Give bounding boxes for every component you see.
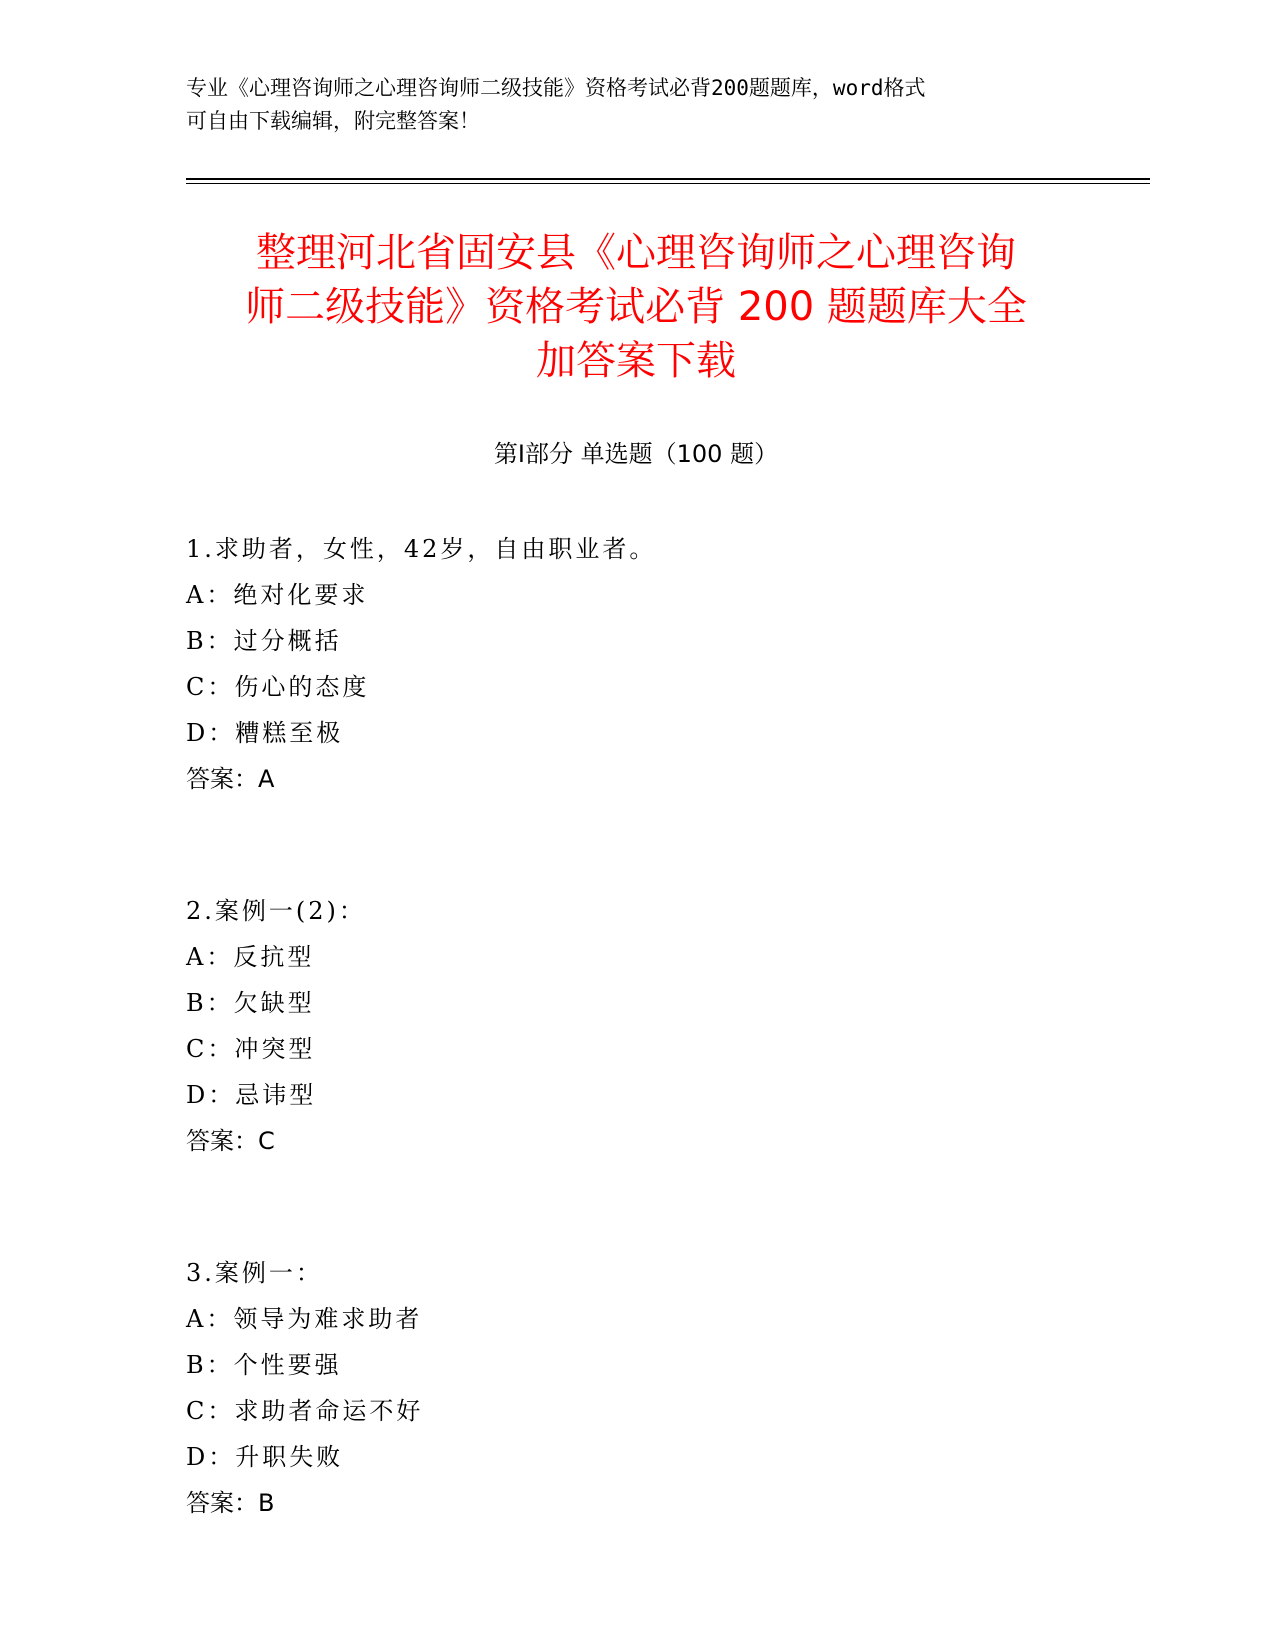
option-c: C：求助者命运不好: [186, 1397, 424, 1425]
section-title: 第Ⅰ部分 单选题（100 题）: [493, 440, 779, 468]
document-title-line-1: 整理河北省固安县《心理咨询师之心理咨询: [256, 230, 1016, 276]
answer-line: 答案：A: [186, 765, 275, 793]
option-c: C：伤心的态度: [186, 673, 370, 701]
question-list: [186, 526, 1146, 1526]
option-c: C：冲突型: [186, 1035, 316, 1063]
question-stem: 1.求助者，女性，42岁，自由职业者。: [186, 535, 657, 563]
option-b: B：个性要强: [186, 1351, 342, 1379]
header-note: [186, 72, 1086, 138]
header-note-line-2: 可自由下载编辑，附完整答案！: [186, 109, 480, 133]
question-stem: 2.案例一(2)：: [186, 897, 366, 925]
question-1: [186, 526, 1146, 802]
question-3: [186, 1250, 1146, 1526]
option-b: B：欠缺型: [186, 989, 315, 1017]
document-title-line-2: 师二级技能》资格考试必背 200 题题库大全: [245, 284, 1027, 330]
question-stem: 3.案例一：: [186, 1259, 323, 1287]
header-divider-thin: [186, 183, 1150, 184]
option-d: D：升职失败: [186, 1443, 344, 1471]
option-a: A：反抗型: [186, 943, 315, 971]
document-title-line-3: 加答案下载: [536, 338, 736, 384]
header-divider-thick: [186, 178, 1150, 180]
document-title: [186, 226, 1086, 388]
option-a: A：绝对化要求: [186, 581, 369, 609]
answer-line: 答案：B: [186, 1489, 275, 1517]
option-d: D：忌讳型: [186, 1081, 317, 1109]
option-d: D：糟糕至极: [186, 719, 344, 747]
answer-line: 答案：C: [186, 1127, 275, 1155]
header-note-line-1: 专业《心理咨询师之心理咨询师二级技能》资格考试必背200题题库，word格式: [186, 76, 926, 100]
option-a: A：领导为难求助者: [186, 1305, 423, 1333]
option-b: B：过分概括: [186, 627, 342, 655]
question-2: [186, 888, 1146, 1164]
question-spacer: [186, 802, 1146, 888]
question-spacer: [186, 1164, 1146, 1250]
